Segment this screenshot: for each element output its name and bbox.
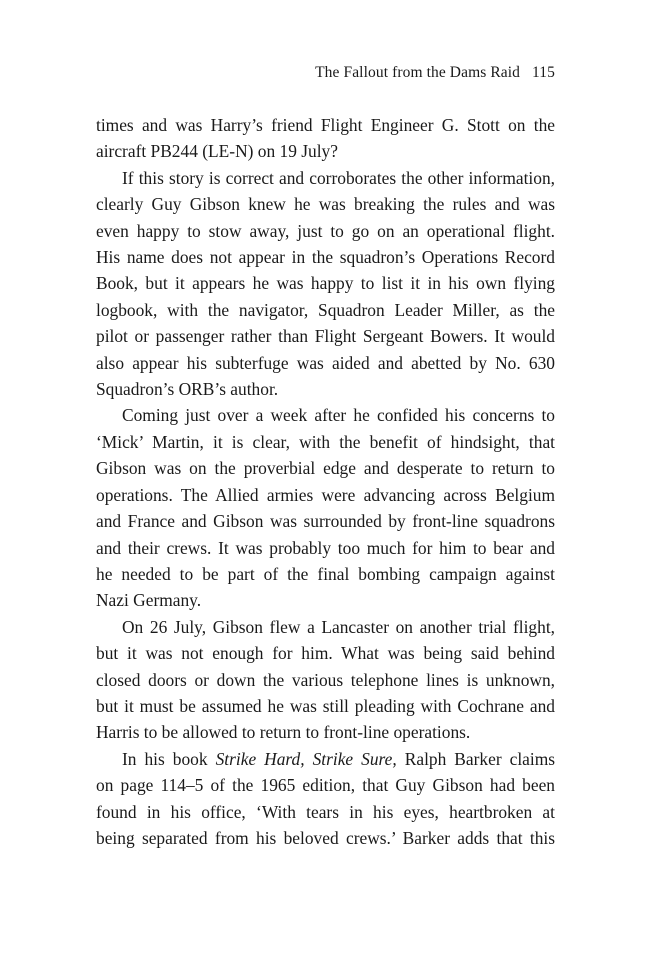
body-line: but it must be assumed he was still pleading with Cochrane and xyxy=(96,695,555,716)
body-line: aircraft PB244 (LE-N) on 19 July? xyxy=(96,141,338,162)
body-text xyxy=(96,112,555,851)
body-line: pilot or passenger rather than Flight Sergeant Bowers. It would xyxy=(96,326,555,347)
body-line: and their crews. It was probably too much for him to bear and xyxy=(96,537,555,558)
page-number: 115 xyxy=(532,64,555,81)
body-line: operations. The Allied armies were advancing across Belgium xyxy=(96,484,555,505)
body-line: clearly Guy Gibson knew he was breaking the rules and was xyxy=(96,194,555,215)
body-line: he needed to be part of the final bombing campaign against xyxy=(96,563,555,584)
final-paragraph-text-a: In his book xyxy=(122,748,216,769)
body-line: Coming just over a week after he confided his concerns to xyxy=(122,405,555,426)
body-line: Squadron’s ORB’s author. xyxy=(96,379,279,400)
body-line: On 26 July, Gibson flew a Lancaster on another trial flight, xyxy=(122,616,555,637)
running-title: The Fallout from the Dams Raid xyxy=(315,64,521,81)
body-line: also appear his subterfuge was aided and abetted by No. 630 xyxy=(96,352,555,373)
body-line: even happy to stow away, just to go on an operational flight. xyxy=(96,220,555,241)
running-head xyxy=(315,64,555,82)
body-line: ‘Mick’ Martin, it is clear, with the benefit of hindsight, that xyxy=(96,431,555,452)
body-line: closed doors or down the various telephone lines is unknown, xyxy=(96,669,555,690)
body-line: being separated from his beloved crews.’ Barker adds that this xyxy=(96,827,555,848)
body-line xyxy=(96,746,555,772)
body-line: If this story is correct and corroborates the other information, xyxy=(122,167,555,188)
body-line: Book, but it appears he was happy to list it in his own flying xyxy=(96,273,555,294)
final-paragraph-text-b: Ralph Barker claims xyxy=(396,748,556,769)
body-line: found in his office, ‘With tears in his eyes, heartbroken at xyxy=(96,801,555,822)
body-lines xyxy=(96,112,555,746)
body-line: Nazi Germany. xyxy=(96,590,202,611)
body-line: Gibson was on the proverbial edge and desperate to return to xyxy=(96,458,555,479)
body-line: logbook, with the navigator, Squadron Leader Miller, as the xyxy=(96,299,555,320)
body-line: His name does not appear in the squadron’s Operations Record xyxy=(96,247,555,268)
body-line: Harris to be allowed to return to front-line operations. xyxy=(96,722,471,743)
body-line: but it was not enough for him. What was being said behind xyxy=(96,643,555,664)
body-line: times and was Harry’s friend Flight Engineer G. Stott on the xyxy=(96,115,555,135)
book-title: Strike Hard, Strike Sure, xyxy=(215,748,397,769)
body-line: on page 114–5 of the 1965 edition, that Guy Gibson had been xyxy=(96,775,555,796)
body-line: and France and Gibson was surrounded by front-line squadrons xyxy=(96,511,555,532)
